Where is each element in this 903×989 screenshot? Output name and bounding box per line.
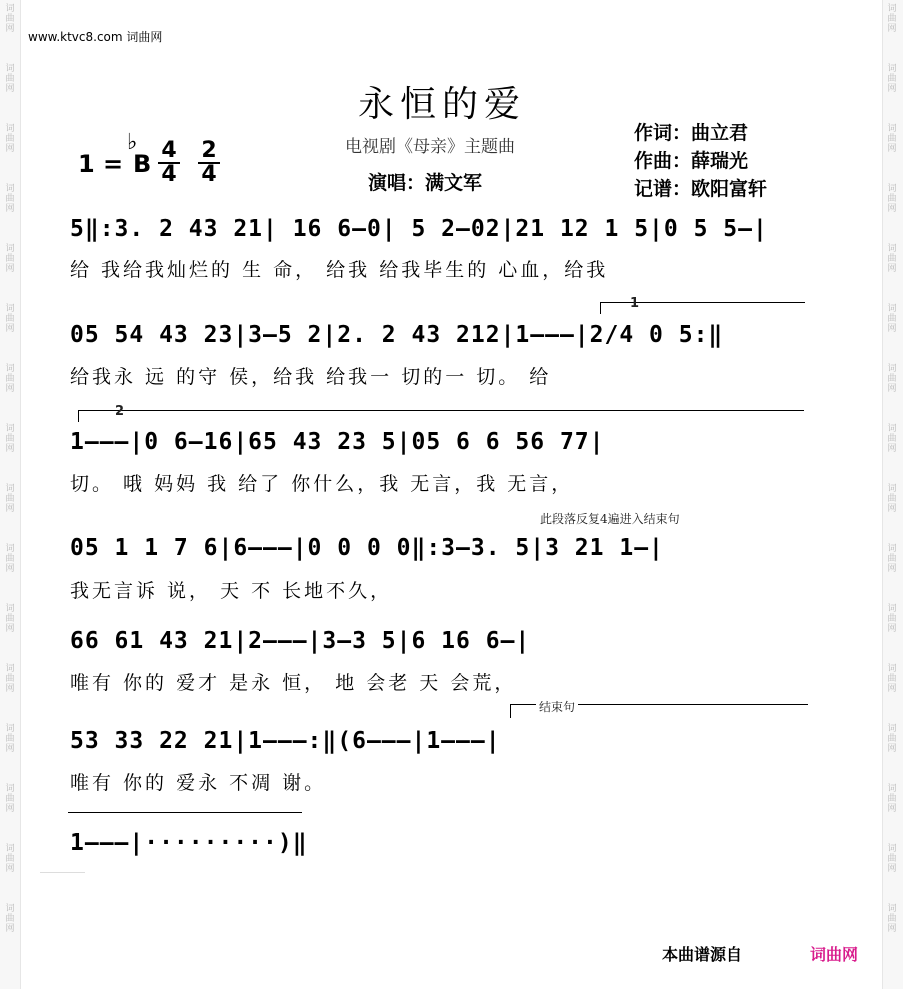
edge-watermark: 词 曲 网: [5, 784, 15, 814]
source-label: 本曲谱源自: [662, 945, 743, 964]
transcriber-credit: 记谱：欧阳富轩: [634, 178, 768, 200]
ending-1-label: 1: [630, 296, 640, 311]
notation-row-2: 05 54 43 23|3—5 2|2. 2 43 212|1———|2/4 0 5:‖: [70, 322, 724, 348]
edge-watermark: 词 曲 网: [5, 904, 15, 934]
edge-watermark: 词 曲 网: [5, 4, 15, 34]
edge-watermark: 词 曲 网: [5, 484, 15, 514]
edge-watermark: 词 曲 网: [887, 844, 897, 874]
edge-watermark: 词 曲 网: [887, 124, 897, 154]
edge-watermark: 词 曲 网: [5, 244, 15, 274]
key-tonic: B: [133, 150, 152, 178]
coda-label: 结束句: [536, 698, 578, 715]
edge-watermark: 词 曲 网: [887, 304, 897, 334]
edge-watermark: 词 曲 网: [5, 184, 15, 214]
edge-watermark: 词 曲 网: [887, 64, 897, 94]
edge-watermark: 词 曲 网: [5, 364, 15, 394]
ending-2-bracket-tick: [78, 410, 79, 422]
edge-watermark: 词 曲 网: [5, 544, 15, 574]
lyrics-row-2: 给我永 远 的守 侯，给我 给我一 切的一 切。 给: [70, 366, 552, 388]
edge-watermark: 词 曲 网: [887, 364, 897, 394]
edge-watermark: 词 曲 网: [887, 784, 897, 814]
final-bracket: [68, 812, 302, 813]
lyrics-row-6: 唯有 你的 爱永 不凋 谢。: [70, 772, 327, 794]
edge-watermark: 词 曲 网: [887, 604, 897, 634]
time-signature-2-4: $\frac{2}{4}$: [198, 140, 220, 186]
song-subtitle: 电视剧《母亲》主题曲: [345, 137, 515, 157]
ending-1-bracket-tick: [600, 302, 601, 314]
lyricist-credit: 作词：曲立君: [634, 122, 749, 144]
edge-watermark: 词 曲 网: [887, 4, 897, 34]
edge-watermark: 词 曲 网: [887, 544, 897, 574]
composer-credit: 作曲：薛瑞光: [634, 150, 749, 172]
edge-watermark: 词 曲 网: [5, 64, 15, 94]
edge-watermark: 词 曲 网: [5, 604, 15, 634]
ending-2-label: 2: [115, 404, 125, 419]
song-title: 永恒的爱: [358, 84, 527, 125]
edge-watermark: 词 曲 网: [887, 184, 897, 214]
lyrics-row-1: 给 我给我灿烂的 生 命， 给我 给我毕生的 心血，给我: [70, 259, 609, 281]
lyrics-row-3: 切。 哦 妈妈 我 给了 你什么，我 无言，我 无言，: [70, 473, 574, 495]
singer-credit: 演唱：满文军: [368, 172, 483, 194]
edge-watermark: 词 曲 网: [887, 904, 897, 934]
repeat-annotation: 此段落反复4遍进入结束句: [540, 512, 680, 526]
notation-row-1: 5‖:3. 2 43 21| 16 6—0| 5 2—02|21 12 1 5|0 5 5—|: [70, 216, 768, 242]
lyrics-row-4: 我无言诉 说， 天 不 长地不久，: [70, 580, 393, 602]
time-signature-4-4: $\frac{4}{4}$: [158, 140, 180, 186]
coda-bracket-tick: [510, 704, 511, 718]
edge-watermark: 词 曲 网: [887, 424, 897, 454]
notation-row-7: 1———|·········)‖: [70, 830, 308, 856]
notation-row-4: 05 1 1 7 6|6———|0 0 0 0‖:3—3. 5|3 21 1—|: [70, 535, 664, 561]
edge-watermark: 词 曲 网: [5, 844, 15, 874]
lyrics-row-5: 唯有 你的 爱才 是永 恒， 地 会老 天 会荒，: [70, 672, 517, 694]
notation-row-6: 53 33 22 21|1———:‖(6———|1———|: [70, 728, 501, 754]
site-header: www.ktvc8.com 词曲网: [28, 30, 163, 44]
edge-watermark: 词 曲 网: [5, 424, 15, 454]
edge-watermark: 词 曲 网: [887, 244, 897, 274]
edge-watermark: 词 曲 网: [887, 664, 897, 694]
notation-row-5: 66 61 43 21|2———|3—3 5|6 16 6—|: [70, 628, 531, 654]
edge-watermark: 词 曲 网: [5, 664, 15, 694]
notation-row-3: 1———|0 6—16|65 43 23 5|05 6 6 56 77|: [70, 429, 605, 455]
source-link[interactable]: 词曲网: [810, 945, 859, 964]
edge-watermark: 词 曲 网: [5, 304, 15, 334]
edge-watermark: 词 曲 网: [887, 724, 897, 754]
flat-symbol: ♭: [127, 130, 138, 155]
divider-line: [40, 872, 85, 873]
edge-watermark: 词 曲 网: [5, 124, 15, 154]
edge-watermark: 词 曲 网: [5, 724, 15, 754]
key-signature-label: 1 =: [78, 150, 124, 178]
edge-watermark: 词 曲 网: [887, 484, 897, 514]
ending-2-bracket: [78, 410, 804, 411]
